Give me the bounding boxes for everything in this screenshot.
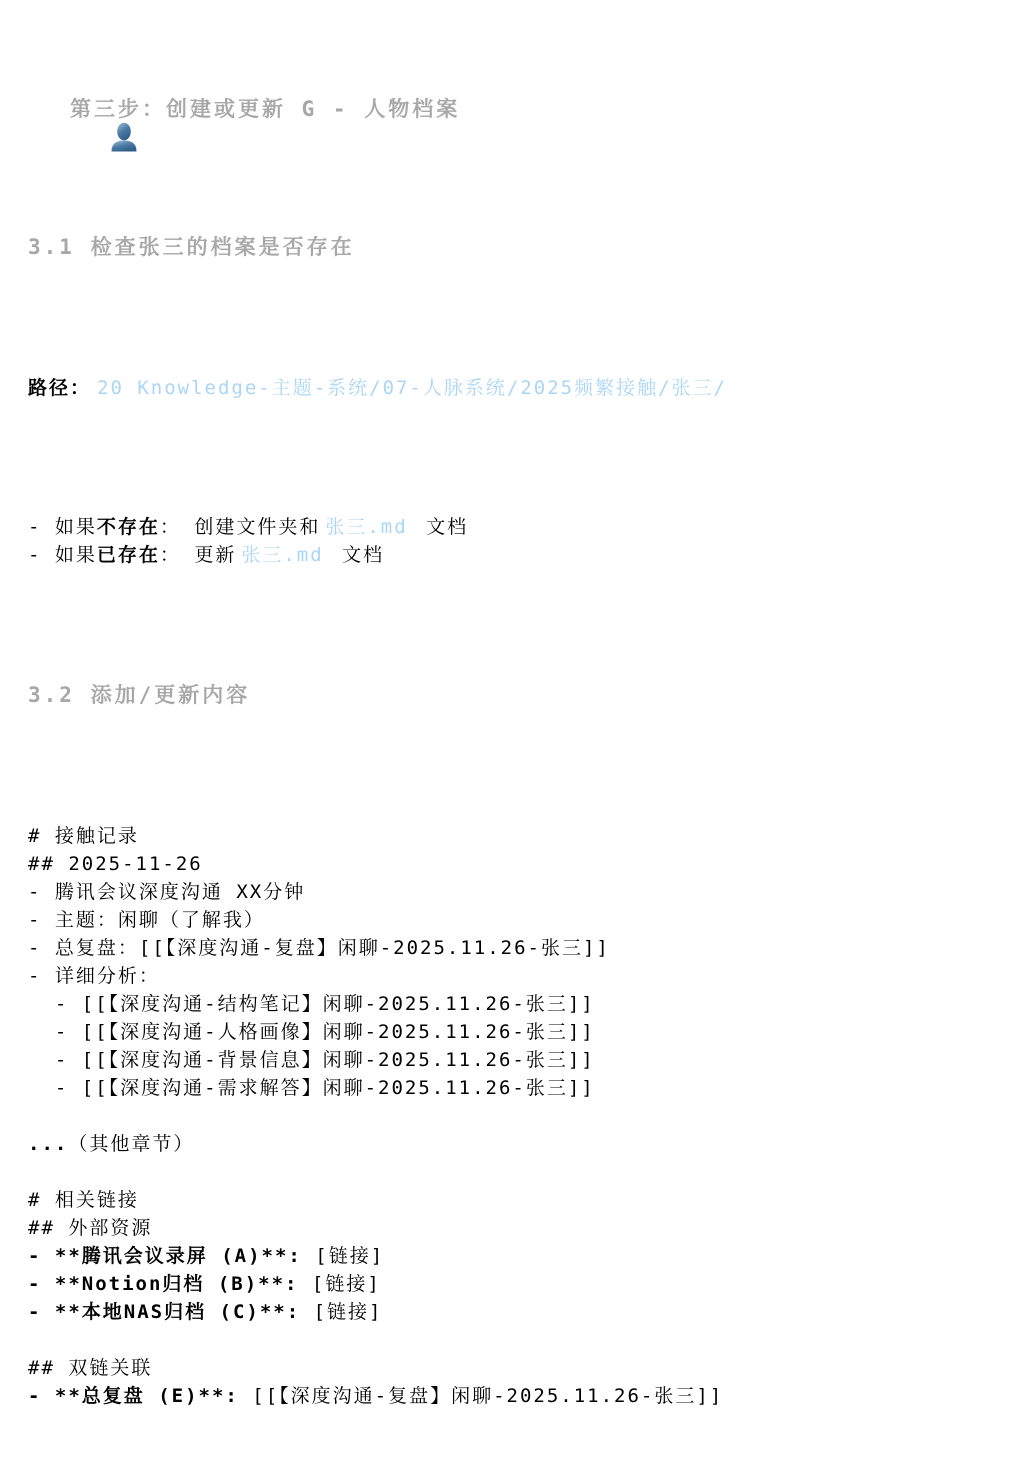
section-3-2-heading: 3.2 添加/更新内容 [28, 683, 251, 707]
text-line [28, 1158, 996, 1186]
text-segment: - [[【深度沟通-需求解答】闲聊-2025.11.26-张三]] [28, 1077, 595, 1099]
inline-code: 张三.md [241, 544, 324, 566]
text-line [28, 1102, 996, 1130]
text-segment: # 接触记录 [28, 825, 139, 847]
text-line [28, 513, 996, 541]
text-line [28, 1046, 996, 1074]
text-segment: ## 外部资源 [28, 1217, 153, 1239]
text-segment: ## 双链关联 [28, 1357, 153, 1379]
text-line [28, 1382, 996, 1410]
inline-code: 张三.md [325, 516, 408, 538]
step-heading-row [28, 92, 996, 126]
text-line [28, 1270, 996, 1298]
content-block [28, 822, 996, 1410]
text-segment: [[【深度沟通-复盘】闲聊-2025.11.26-张三]] [238, 1385, 724, 1407]
text-segment: [链接] [301, 1245, 385, 1267]
text-segment: # 相关链接 [28, 1189, 139, 1211]
bold-text: 不存在 [96, 516, 160, 538]
text-line [28, 1326, 996, 1354]
text-line [28, 1242, 996, 1270]
text-segment: - 主题：闲聊（了解我） [28, 909, 265, 931]
text-line [28, 906, 996, 934]
path-line [28, 374, 996, 402]
text-segment: - 如果 [28, 516, 97, 538]
text-segment: ： 更新 [159, 544, 237, 566]
text-line [28, 1074, 996, 1102]
text-line [28, 1354, 996, 1382]
text-segment: （其他章节） [68, 1133, 195, 1155]
text-line [28, 1186, 996, 1214]
text-segment: [链接] [300, 1301, 383, 1323]
text-line [28, 1018, 996, 1046]
text-line [28, 822, 996, 850]
text-segment: - [[【深度沟通-人格画像】闲聊-2025.11.26-张三]] [28, 1021, 595, 1043]
text-line [28, 541, 996, 569]
path-label: 路径： [28, 377, 92, 399]
text-segment: 文档 [412, 516, 469, 538]
text-line [28, 1214, 996, 1242]
section-3-1-heading: 3.1 检查张三的档案是否存在 [28, 235, 355, 259]
person-icon [28, 94, 58, 124]
bold-text: - **总复盘 (E)**: [28, 1385, 239, 1407]
condition-list [28, 513, 996, 569]
text-segment: ： 创建文件夹和 [159, 516, 321, 538]
text-line [28, 1298, 996, 1326]
bold-text: 已存在 [96, 544, 160, 566]
text-segment: - 详细分析： [28, 965, 160, 987]
text-segment: - [[【深度沟通-背景信息】闲聊-2025.11.26-张三]] [28, 1049, 595, 1071]
text-segment: ## 2025-11-26 [28, 853, 203, 875]
bold-text: ... [28, 1133, 69, 1155]
text-segment: [链接] [298, 1273, 381, 1295]
text-segment: - 如果 [28, 544, 97, 566]
text-line [28, 878, 996, 906]
text-segment: - 总复盘：[[【深度沟通-复盘】闲聊-2025.11.26-张三]] [28, 937, 610, 959]
path-code: 20 Knowledge-主题-系统/07-人脉系统/2025频繁接触/张三/ [97, 377, 727, 399]
bold-text: - **Notion归档 (B)**: [28, 1273, 299, 1295]
text-line [28, 962, 996, 990]
text-line [28, 934, 996, 962]
text-segment: 文档 [328, 544, 385, 566]
bold-text: - **腾讯会议录屏 (A)**: [28, 1245, 302, 1267]
bold-text: - **本地NAS归档 (C)**: [28, 1301, 301, 1323]
text-line [28, 990, 996, 1018]
text-segment: - 腾讯会议深度沟通 XX分钟 [28, 881, 306, 903]
text-line [28, 1130, 996, 1158]
step-title: 第三步：创建或更新 G - 人物档案 [70, 97, 461, 121]
text-segment: - [[【深度沟通-结构笔记】闲聊-2025.11.26-张三]] [28, 993, 595, 1015]
text-line [28, 850, 996, 878]
